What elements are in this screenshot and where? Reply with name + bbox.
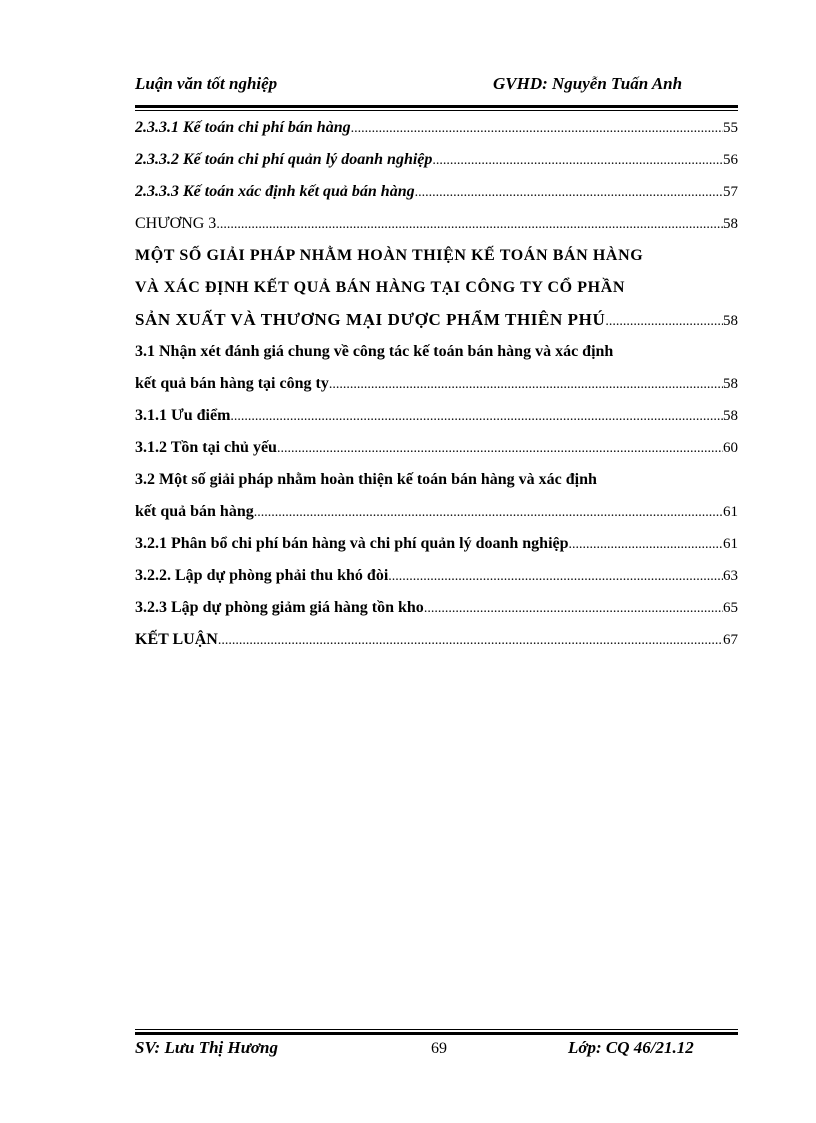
toc-entry-page: 56 bbox=[723, 152, 738, 168]
toc-entry-label: 3.1.2 Tồn tại chủ yếu bbox=[135, 439, 277, 456]
page-footer bbox=[135, 1036, 738, 1062]
footer-rule-thin bbox=[135, 1029, 738, 1030]
class-code: Lớp: CQ 46/21.12 bbox=[568, 1038, 694, 1057]
toc-entry[interactable] bbox=[135, 528, 738, 560]
toc-entry-page: 65 bbox=[723, 600, 738, 616]
toc-leader-dots bbox=[569, 528, 723, 560]
toc-entry-page: 67 bbox=[723, 632, 738, 648]
toc-entry-label: KẾT LUẬN bbox=[135, 631, 218, 648]
table-of-contents bbox=[135, 112, 738, 656]
toc-entry-page: 58 bbox=[723, 216, 738, 232]
toc-leader-dots bbox=[388, 560, 723, 592]
toc-entry-label: 3.2.2. Lập dự phòng phải thu khó đòi bbox=[135, 567, 389, 584]
toc-entry-label: 3.1.1 Ưu điểm bbox=[135, 407, 231, 424]
toc-entry-page: 58 bbox=[723, 376, 738, 392]
toc-entry[interactable] bbox=[135, 592, 738, 624]
page-header bbox=[135, 72, 715, 98]
toc-leader-dots bbox=[216, 208, 723, 240]
toc-entry-multiline[interactable] bbox=[135, 464, 738, 528]
toc-leader-dots bbox=[605, 305, 723, 336]
toc-entry-label: 3.2.3 Lập dự phòng giảm giá hàng tồn kho bbox=[135, 599, 424, 616]
toc-leader-dots bbox=[351, 112, 723, 144]
toc-entry-label: SẢN XUẤT VÀ THƯƠNG MẠI DƯỢC PHẨM THIÊN PHÚ bbox=[135, 310, 606, 329]
advisor-name: GVHD: Nguyễn Tuấn Anh bbox=[493, 74, 683, 93]
toc-entry[interactable] bbox=[135, 624, 738, 656]
toc-entry-line: 3.2 Một số giải pháp nhằm hoàn thiện kế toán bán hàng và xác định bbox=[135, 471, 597, 488]
toc-entry-line: 3.1 Nhận xét đánh giá chung về công tác kế toán bán hàng và xác định bbox=[135, 343, 614, 360]
toc-leader-dots bbox=[277, 432, 723, 464]
toc-entry-page: 63 bbox=[723, 568, 738, 584]
header-rule-thin bbox=[135, 110, 738, 111]
thesis-title: Luận văn tốt nghiệp bbox=[135, 74, 278, 93]
toc-leader-dots bbox=[254, 496, 723, 528]
toc-entry-label: 2.3.3.2 Kế toán chi phí quản lý doanh nghiệp bbox=[135, 151, 433, 168]
toc-entry[interactable] bbox=[135, 560, 738, 592]
toc-entry[interactable] bbox=[135, 208, 738, 240]
toc-leader-dots bbox=[432, 144, 723, 176]
toc-entry-label: 3.2.1 Phân bổ chi phí bán hàng và chi phí quản lý doanh nghiệp bbox=[135, 535, 569, 552]
toc-entry[interactable] bbox=[135, 176, 738, 208]
toc-entry-label: 2.3.3.1 Kế toán chi phí bán hàng bbox=[135, 119, 351, 136]
page-number: 69 bbox=[431, 1040, 447, 1057]
toc-entry-label: 2.3.3.3 Kế toán xác định kết quả bán hàng bbox=[135, 183, 415, 200]
toc-entry-page: 57 bbox=[723, 184, 738, 200]
toc-leader-dots bbox=[329, 368, 723, 400]
toc-entry[interactable] bbox=[135, 400, 738, 432]
toc-entry-page: 60 bbox=[723, 440, 738, 456]
toc-entry-page: 55 bbox=[723, 120, 738, 136]
toc-leader-dots bbox=[230, 400, 723, 432]
toc-entry-multiline[interactable] bbox=[135, 336, 738, 400]
toc-entry[interactable] bbox=[135, 144, 738, 176]
toc-entry-line: MỘT SỐ GIẢI PHÁP NHẰM HOÀN THIỆN KẾ TOÁN BÁN HÀNG bbox=[135, 247, 644, 264]
header-rule-thick bbox=[135, 105, 738, 108]
student-name: SV: Lưu Thị Hương bbox=[135, 1038, 279, 1057]
toc-entry-page: 58 bbox=[723, 313, 738, 329]
toc-entry-line: VÀ XÁC ĐỊNH KẾT QUẢ BÁN HÀNG TẠI CÔNG TY CỔ PHẦN bbox=[135, 279, 626, 296]
toc-entry[interactable] bbox=[135, 432, 738, 464]
toc-entry-label: kết quả bán hàng tại công ty bbox=[135, 375, 329, 392]
toc-entry-page: 58 bbox=[723, 408, 738, 424]
toc-leader-dots bbox=[424, 592, 723, 624]
toc-entry-label: CHƯƠNG 3 bbox=[135, 215, 217, 232]
footer-rule-thick bbox=[135, 1032, 738, 1035]
toc-entry-page: 61 bbox=[723, 536, 738, 552]
toc-entry-label: kết quả bán hàng bbox=[135, 503, 254, 520]
toc-leader-dots bbox=[218, 624, 723, 656]
toc-entry-multiline[interactable] bbox=[135, 240, 738, 336]
toc-entry[interactable] bbox=[135, 112, 738, 144]
toc-entry-page: 61 bbox=[723, 504, 738, 520]
toc-leader-dots bbox=[415, 176, 723, 208]
